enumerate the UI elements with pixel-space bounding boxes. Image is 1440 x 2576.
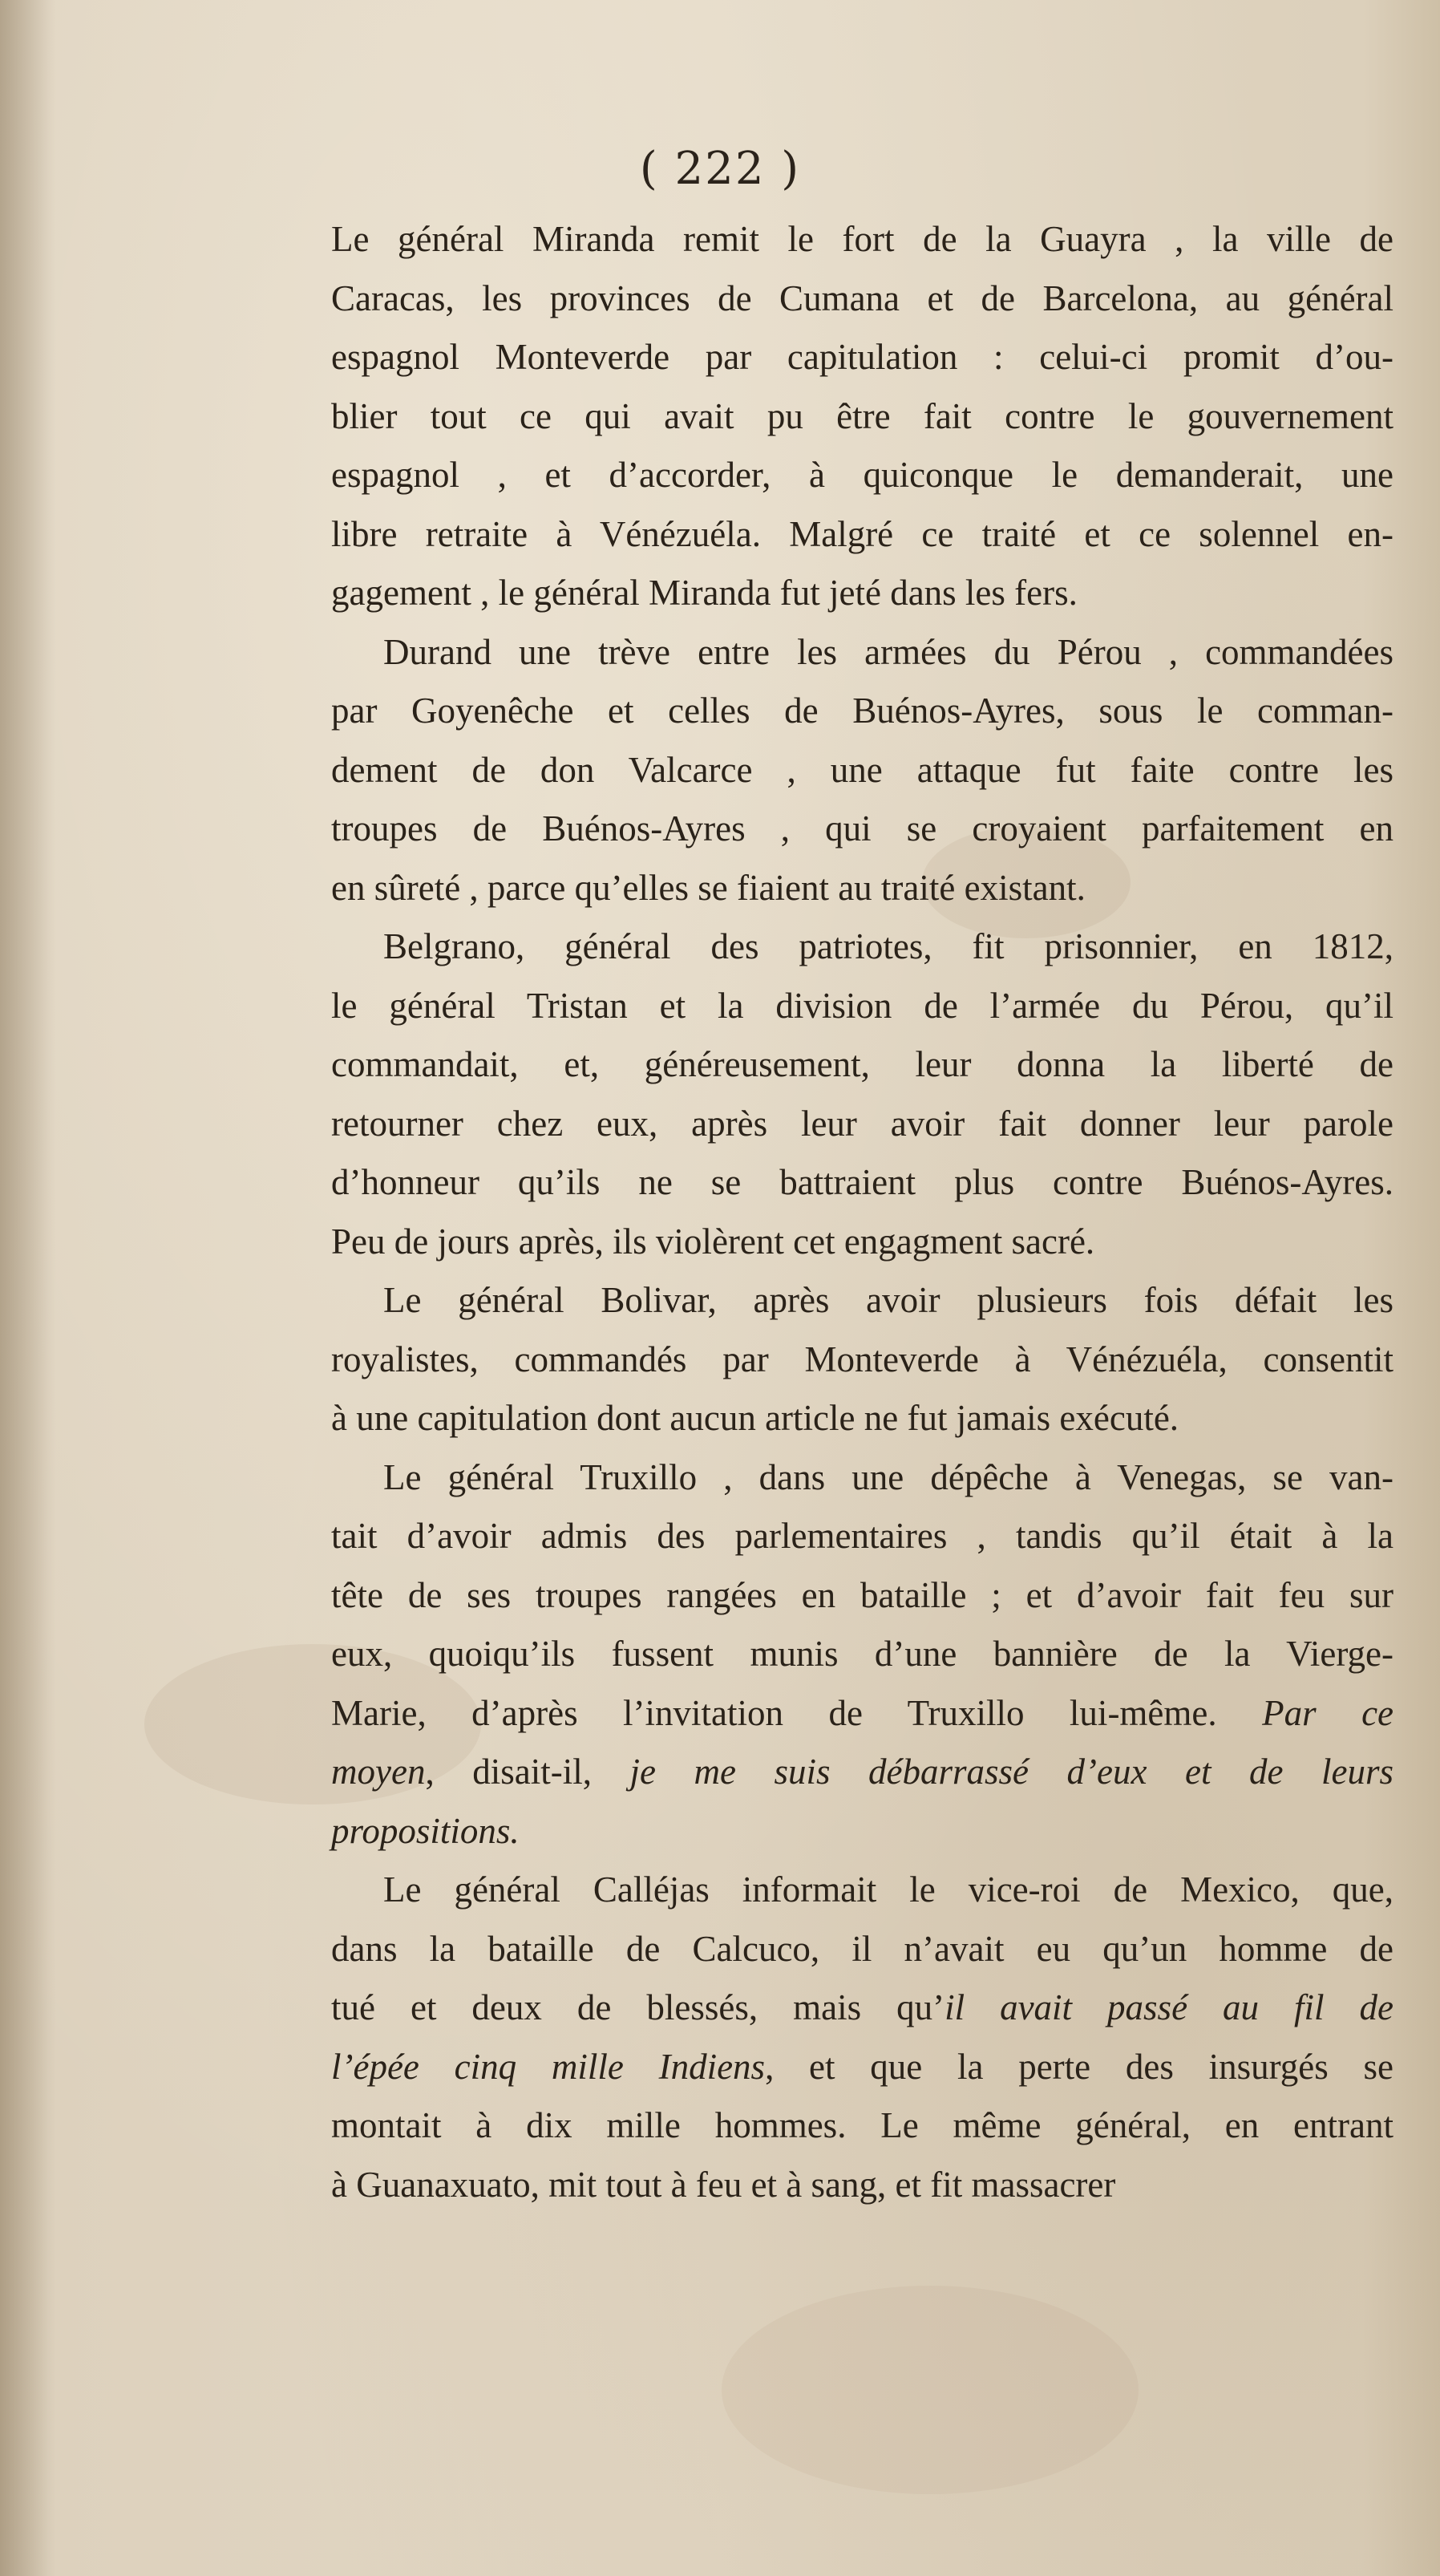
italic-run: il avait passé au fil de xyxy=(944,1987,1394,2027)
text-line: propositions. xyxy=(331,1810,520,1851)
text-line: Le général Miranda remit le fort de la Guayra , la ville de xyxy=(331,219,1393,259)
text-line: Caracas, les provinces de Cumana et de Barcelona, au général xyxy=(331,277,1393,318)
italic-run: je me suis débarrassé d’eux et de leurs xyxy=(629,1752,1393,1792)
text-line: commandait, et, généreusement, leur donna la liberté de xyxy=(331,1044,1393,1084)
text-run: , disait-il, xyxy=(425,1752,630,1792)
spine-shadow xyxy=(0,0,56,2576)
paragraph-truxillo xyxy=(279,1448,1393,1861)
paragraph-miranda xyxy=(279,210,1393,623)
paragraph-bolivar xyxy=(279,1271,1393,1448)
text-line-mixed xyxy=(279,2038,1393,2097)
text-run: , et que la perte des insurgés se xyxy=(765,2046,1393,2087)
text-line: espagnol Monteverde par capitulation : celui-ci promit d’ou- xyxy=(331,337,1393,377)
text-line: royalistes, commandés par Monteverde à Vénézuéla, consentit xyxy=(331,1339,1393,1379)
text-line: Le général Truxillo , dans une dépêche à Venegas, se van- xyxy=(383,1456,1393,1497)
text-line: par Goyenêche et celles de Buénos-Ayres, sous le comman- xyxy=(331,691,1393,731)
text-line: dement de don Valcarce , une attaque fut faite contre les xyxy=(331,749,1393,790)
text-line: espagnol , et d’accorder, à quiconque le demanderait, une xyxy=(331,455,1393,495)
text-line: à une capitulation dont aucun article ne fut jamais exécuté. xyxy=(331,1398,1179,1438)
text-line: blier tout ce qui avait pu être fait contre le gouvernement xyxy=(331,395,1393,436)
text-line: retourner chez eux, après leur avoir fait donner leur parole xyxy=(331,1103,1393,1144)
paper-stain xyxy=(722,2286,1139,2494)
text-line: troupes de Buénos-Ayres , qui se croyaient parfaitement en xyxy=(331,808,1393,849)
text-line: à Guanaxuato, mit tout à feu et à sang, et fit massacrer xyxy=(331,2164,1116,2205)
italic-run: Par ce xyxy=(1262,1692,1394,1733)
text-line-mixed xyxy=(279,1743,1393,1802)
text-line: montait à dix mille hommes. Le même général, en entrant xyxy=(331,2105,1393,2145)
paragraph-treve xyxy=(279,623,1393,918)
page-text xyxy=(279,210,1393,2214)
text-line: Peu de jours après, ils violèrent cet engagment sacré. xyxy=(331,1221,1095,1262)
paragraph-belgrano xyxy=(279,917,1393,1271)
text-line: le général Tristan et la division de l’armée du Pérou, qu’il xyxy=(331,985,1393,1026)
text-run: tué et deux de blessés, mais qu’ xyxy=(331,1987,945,2027)
text-line: en sûreté , parce qu’elles se fiaient au traité existant. xyxy=(331,867,1086,908)
text-line: tait d’avoir admis des parlementaires , tandis qu’il était à la xyxy=(331,1516,1393,1556)
text-line: Belgrano, général des patriotes, fit prisonnier, en 1812, xyxy=(383,926,1393,966)
text-line: dans la bataille de Calcuco, il n’avait eu qu’un homme de xyxy=(331,1928,1393,1969)
text-line: libre retraite à Vénézuéla. Malgré ce traité et ce solennel en- xyxy=(331,513,1393,554)
text-line: gagement , le général Miranda fut jeté dans les fers. xyxy=(331,573,1078,613)
text-line: Durand une trève entre les armées du Pérou , commandées xyxy=(383,631,1393,672)
text-line: Le général Calléjas informait le vice-roi de Mexico, que, xyxy=(383,1869,1393,1910)
text-line: eux, quoiqu’ils fussent munis d’une bannière de la Vierge- xyxy=(331,1634,1393,1674)
text-line: d’honneur qu’ils ne se battraient plus contre Buénos-Ayres. xyxy=(331,1162,1393,1202)
text-line-mixed xyxy=(279,1684,1393,1744)
text-line-mixed xyxy=(279,1979,1393,2038)
text-line: Le général Bolivar, après avoir plusieurs fois défait les xyxy=(383,1280,1393,1320)
paragraph-callejas xyxy=(279,1861,1393,2214)
text-line: tête de ses troupes rangées en bataille ; et d’avoir fait feu sur xyxy=(331,1574,1393,1615)
page-number: ( 222 ) xyxy=(639,143,801,195)
italic-run: l’épée cinq mille Indiens xyxy=(331,2046,766,2087)
text-run: Marie, d’après l’invitation de Truxillo lui-même. xyxy=(331,1692,1217,1733)
italic-run: moyen xyxy=(331,1752,426,1792)
